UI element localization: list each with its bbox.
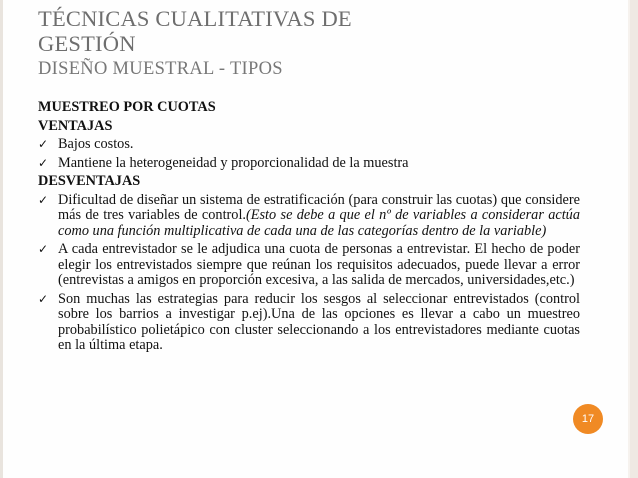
desventaja-item	[38, 292, 580, 354]
checkmark-icon: ✓	[38, 155, 49, 170]
desventaja-text: Son muchas las estrategias para reducir los sesgos al seleccionar entrevistados (control sobre los barrios a investigar p.ej).Una de las opciones es llevar a cabo un muestreo probabilístico polietápico con cluster seleccionando a los entrevistadores mediante cuotas en la última etapa.	[58, 290, 580, 353]
ventaja-text: Bajos costos.	[58, 136, 134, 152]
ventaja-text: Mantiene la heterogeneidad y proporcionalidad de la muestra	[58, 154, 409, 171]
right-border	[630, 0, 638, 478]
title-line-2: GESTIÓN	[38, 31, 136, 56]
desventaja-text: Dificultad de diseñar un sistema de estratificación (para construir las cuotas) que considere más de tres variables de control.	[58, 191, 580, 223]
desventaja-item	[38, 242, 580, 289]
heading-muestreo: MUESTREO POR CUOTAS	[38, 99, 216, 115]
checkmark-icon: ✓	[38, 291, 49, 306]
checkmark-icon: ✓	[38, 242, 49, 256]
slide-content	[38, 100, 580, 354]
ventaja-item	[38, 156, 580, 172]
checkmark-icon: ✓	[38, 192, 49, 207]
heading-ventajas: VENTAJAS	[38, 117, 113, 134]
slide-title	[38, 6, 598, 56]
page-number-badge: 17	[573, 404, 603, 434]
title-line-1: TÉCNICAS CUALITATIVAS DE	[38, 6, 352, 31]
left-border	[0, 0, 3, 478]
desventaja-item	[38, 193, 580, 240]
slide-subtitle: DISEÑO MUESTRAL - TIPOS	[38, 59, 283, 79]
checkmark-icon: ✓	[38, 137, 49, 151]
desventaja-note: (Esto se debe a que el nº de variables a considerar actúa como una función multiplicativa de cada una de las categorías dentro de la variable)	[58, 207, 580, 239]
ventaja-item	[38, 137, 580, 153]
desventaja-text: A cada entrevistador se le adjudica una cuota de personas a entrevistar. El hecho de poder elegir los entrevistados siempre que reúnan los requisitos adecuados, puede llevar a error (entrevistas a amigos en proporción excesiva, a las salida de mercados, universidades,etc.)	[58, 241, 580, 288]
heading-desventajas: DESVENTAJAS	[38, 173, 141, 189]
